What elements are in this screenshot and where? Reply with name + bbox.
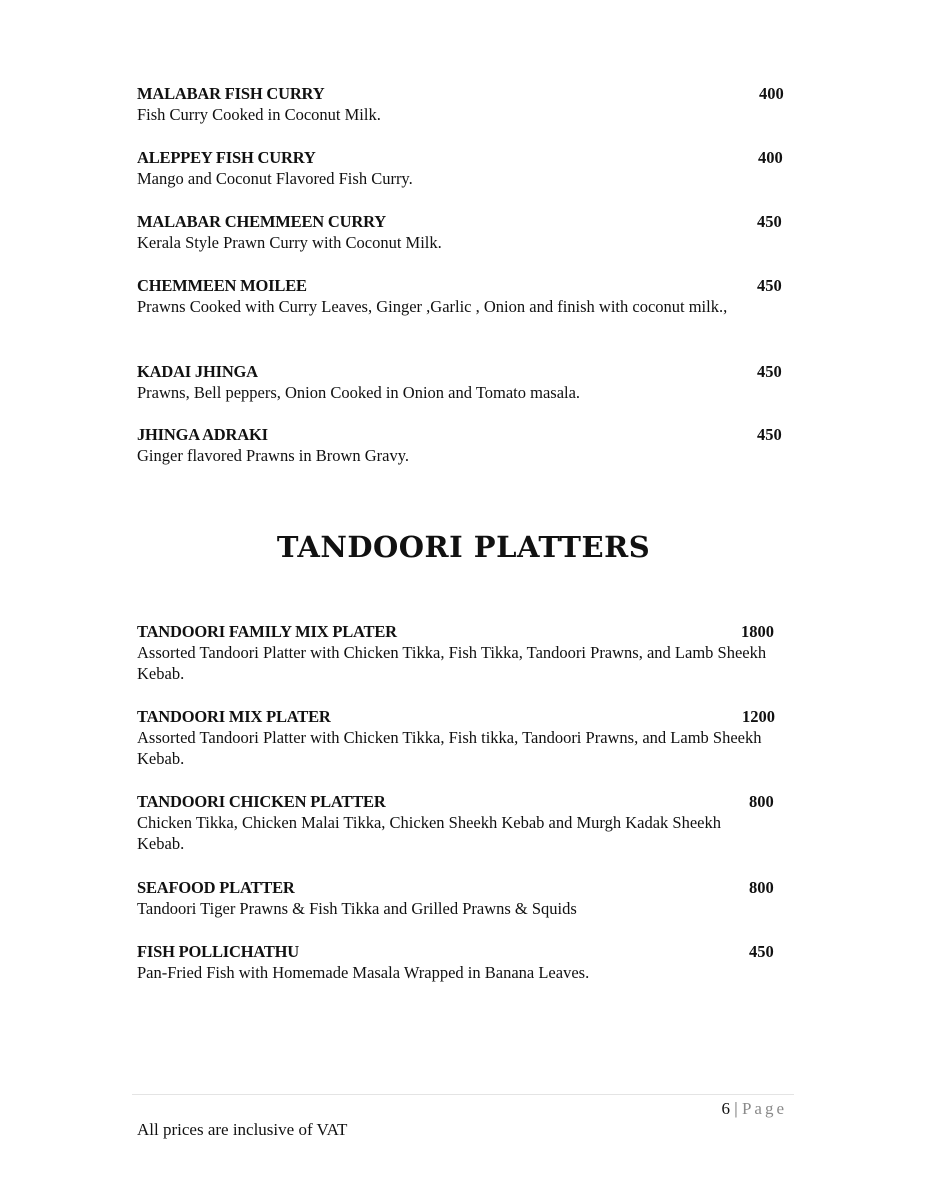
item-description: Assorted Tandoori Platter with Chicken Tikka, Fish Tikka, Tandoori Prawns, and Lamb Sheekh Kebab. [137,643,767,683]
menu-item [137,942,797,983]
item-description: Mango and Coconut Flavored Fish Curry. [137,169,413,188]
item-name: MALABAR FISH CURRY [137,84,325,103]
item-price: 800 [749,792,774,811]
item-description: Prawns, Bell peppers, Onion Cooked in Onion and Tomato masala. [137,383,581,402]
item-price: 450 [757,212,782,231]
page-number-value: 6 [721,1099,731,1118]
menu-item [137,362,797,403]
item-name: CHEMMEEN MOILEE [137,276,307,295]
footer-divider [132,1094,794,1095]
menu-item [137,792,797,854]
item-price: 1200 [742,707,775,726]
page-label: Page [741,1099,787,1118]
page-separator: | [734,1099,738,1118]
menu-item [137,212,797,253]
vat-note: All prices are inclusive of VAT [137,1120,348,1139]
item-description: Prawns Cooked with Curry Leaves, Ginger ,Garlic , Onion and finish with coconut milk., [137,297,728,316]
menu-item [137,276,797,317]
item-description: Pan-Fried Fish with Homemade Masala Wrapped in Banana Leaves. [137,963,590,982]
item-name: MALABAR CHEMMEEN CURRY [137,212,386,231]
menu-item [137,148,797,189]
item-price: 800 [749,878,774,897]
item-price: 450 [749,942,774,961]
section-heading: TANDOORI PLATTERS [276,530,651,564]
page-number [722,1099,787,1119]
menu-item [137,84,797,125]
menu-item [137,878,797,919]
item-description: Kerala Style Prawn Curry with Coconut Milk. [137,233,442,252]
item-description: Chicken Tikka, Chicken Malai Tikka, Chicken Sheekh Kebab and Murgh Kadak Sheekh Kebab. [137,813,722,853]
item-price: 450 [757,425,782,444]
item-description: Ginger flavored Prawns in Brown Gravy. [137,446,410,465]
item-price: 400 [758,148,783,167]
menu-item [137,425,797,466]
item-name: TANDOORI FAMILY MIX PLATER [137,622,397,641]
item-price: 1800 [741,622,774,641]
item-price: 450 [757,362,782,381]
menu-item [137,707,797,769]
item-name: JHINGA ADRAKI [137,425,268,444]
menu-item [137,622,797,684]
item-price: 450 [757,276,782,295]
item-name: TANDOORI CHICKEN PLATTER [137,792,386,811]
item-description: Fish Curry Cooked in Coconut Milk. [137,105,381,124]
item-description: Assorted Tandoori Platter with Chicken Tikka, Fish tikka, Tandoori Prawns, and Lamb Sheekh Kebab. [137,728,762,768]
item-name: KADAI JHINGA [137,362,258,381]
item-price: 400 [759,84,784,103]
item-name: FISH POLLICHATHU [137,942,299,961]
item-name: ALEPPEY FISH CURRY [137,148,316,167]
item-name: TANDOORI MIX PLATER [137,707,331,726]
item-description: Tandoori Tiger Prawns & Fish Tikka and Grilled Prawns & Squids [137,899,577,918]
item-name: SEAFOOD PLATTER [137,878,295,897]
